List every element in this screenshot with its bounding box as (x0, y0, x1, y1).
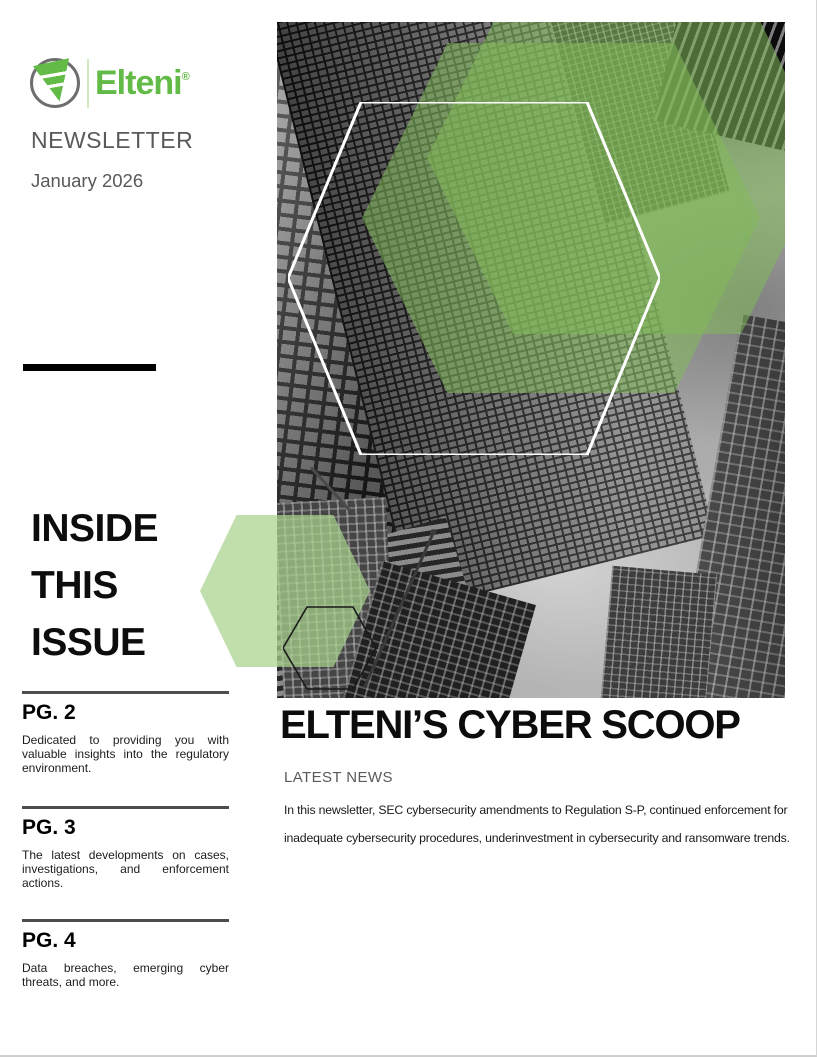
logo-separator (87, 59, 89, 108)
section-label: LATEST NEWS (284, 769, 393, 786)
page-title: ELTENI’S CYBER SCOOP (280, 703, 740, 747)
issue-date: January 2026 (31, 170, 144, 191)
toc-page-label: PG. 3 (22, 816, 76, 839)
toc-item-description: The latest developments on cases, investigations, and enforcement actions. (22, 848, 229, 890)
brand-logo (30, 56, 260, 114)
toc-heading-line-3: ISSUE (31, 621, 146, 664)
toc-page-label: PG. 2 (22, 701, 76, 724)
masthead-label: NEWSLETTER (31, 127, 194, 153)
brand-wordmark (95, 64, 189, 103)
accent-bar (23, 364, 156, 371)
toc-item-pg3 (22, 806, 229, 890)
toc-item-pg4 (22, 919, 229, 990)
white-hexagon-outline-icon (288, 102, 660, 455)
toc-item-description: Dedicated to providing you with valuable insights into the regulatory environment. (22, 733, 229, 775)
brand-name: Elteni (95, 64, 182, 102)
toc-divider (22, 806, 229, 809)
toc-page-label: PG. 4 (22, 929, 76, 952)
black-hexagon-outline-icon (283, 606, 377, 690)
toc-heading-line-1: INSIDE (31, 507, 159, 550)
toc-item-pg2 (22, 691, 229, 775)
toc-divider (22, 919, 229, 922)
toc-heading (31, 500, 158, 671)
registered-mark: ® (181, 71, 189, 83)
toc-heading-line-2: THIS (31, 564, 118, 607)
toc-divider (22, 691, 229, 694)
building-graphic-mid-right (598, 566, 717, 698)
toc-item-description: Data breaches, emerging cyber threats, and more. (22, 961, 229, 989)
summary-text: In this newsletter, SEC cybersecurity amendments to Regulation S-P, continued enforcement for inadequate cybersecurity procedures, underinvestment in cybersecurity and ransomware trends. (284, 803, 790, 845)
